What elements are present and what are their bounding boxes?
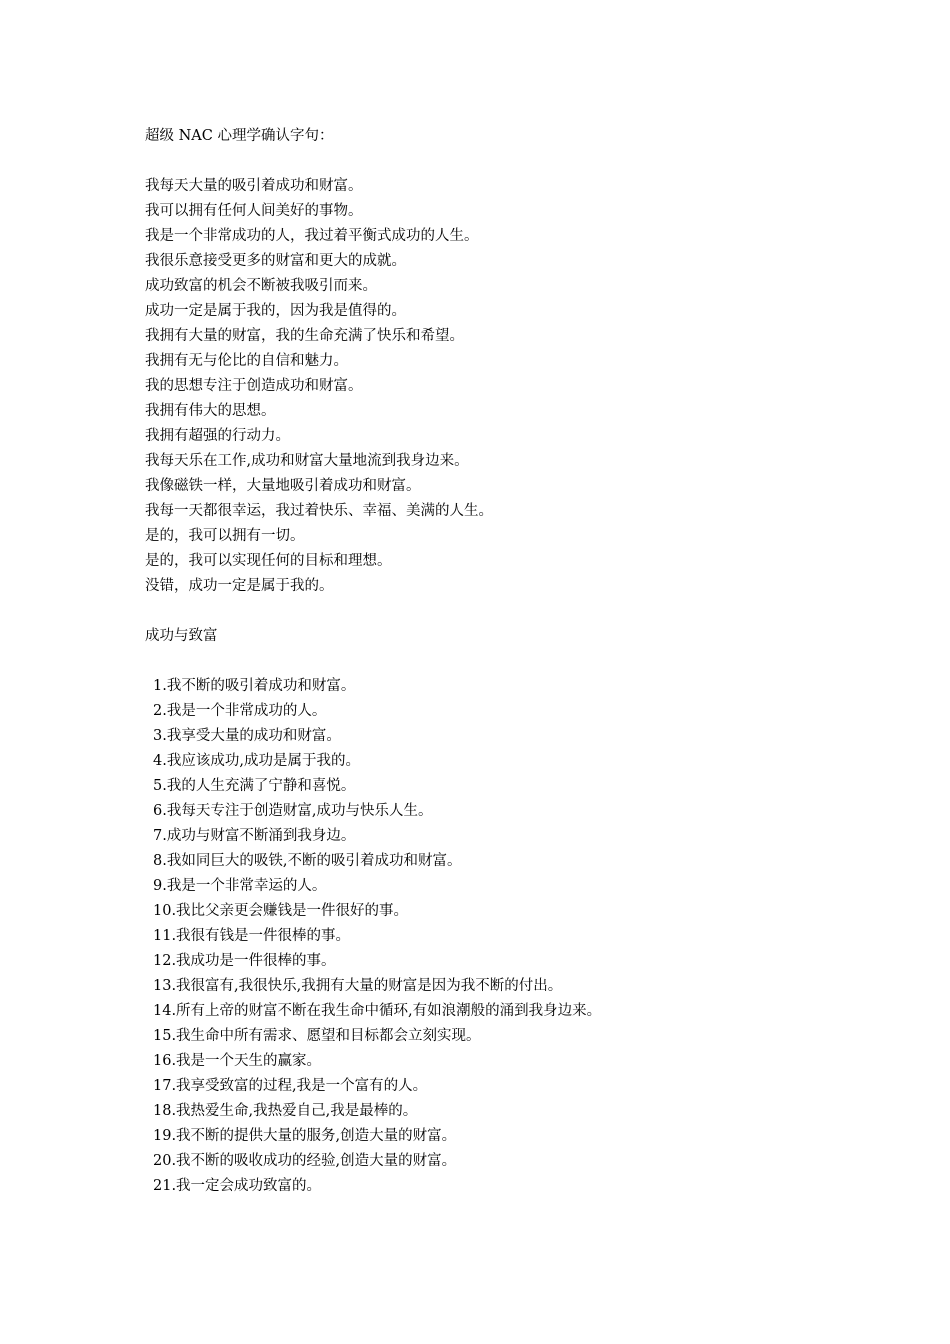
numbered-list-item: 10.我比父亲更会赚钱是一件很好的事。: [153, 903, 409, 919]
numbered-list-item: 15.我生命中所有需求、愿望和目标都会立刻实现。: [153, 1028, 481, 1044]
numbered-list-item: 5.我的人生充满了宁静和喜悦。: [153, 778, 356, 794]
affirmation-line: 我每一天都很幸运，我过着快乐、幸福、美满的人生。: [145, 503, 493, 519]
affirmation-line: 我可以拥有任何人间美好的事物。: [145, 203, 363, 219]
numbered-list-item: 21.我一定会成功致富的。: [153, 1178, 322, 1194]
numbered-list-item: 8.我如同巨大的吸铁,不断的吸引着成功和财富。: [153, 853, 462, 869]
affirmation-line: 是的，我可以实现任何的目标和理想。: [145, 553, 392, 569]
numbered-list-item: 9.我是一个非常幸运的人。: [153, 878, 327, 894]
affirmation-line: 我是一个非常成功的人，我过着平衡式成功的人生。: [145, 228, 479, 244]
numbered-list-item: 3.我享受大量的成功和财富。: [153, 728, 341, 744]
affirmation-line: 我像磁铁一样，大量地吸引着成功和财富。: [145, 478, 421, 494]
numbered-list-item: 6.我每天专注于创造财富,成功与快乐人生。: [153, 803, 433, 819]
affirmation-line: 成功致富的机会不断被我吸引而来。: [145, 278, 377, 294]
numbered-list-item: 11.我很有钱是一件很棒的事。: [153, 928, 351, 944]
numbered-list-item: 4.我应该成功,成功是属于我的。: [153, 753, 360, 769]
affirmation-line: 我拥有大量的财富，我的生命充满了快乐和希望。: [145, 328, 464, 344]
document-title: 超级 NAC 心理学确认字句：: [145, 128, 334, 144]
numbered-list-item: 7.成功与财富不断涌到我身边。: [153, 828, 356, 844]
section-title: 成功与致富: [145, 628, 218, 644]
affirmation-line: 我拥有无与伦比的自信和魅力。: [145, 353, 348, 369]
spacer: [145, 649, 905, 674]
numbered-list-item: 19.我不断的提供大量的服务,创造大量的财富。: [153, 1128, 457, 1144]
spacer: [145, 149, 905, 174]
affirmation-line: 我很乐意接受更多的财富和更大的成就。: [145, 253, 406, 269]
numbered-list: [145, 674, 905, 1199]
numbered-list-item: 18.我热爱生命,我热爱自己,我是最棒的。: [153, 1103, 418, 1119]
affirmation-line: 我拥有超强的行动力。: [145, 428, 290, 444]
numbered-list-item: 17.我享受致富的过程,我是一个富有的人。: [153, 1078, 428, 1094]
affirmation-line: 我每天大量的吸引着成功和财富。: [145, 178, 363, 194]
numbered-list-item: 1.我不断的吸引着成功和财富。: [153, 678, 356, 694]
affirmation-line: 我每天乐在工作,成功和财富大量地流到我身边来。: [145, 453, 469, 469]
affirmation-list: [145, 174, 905, 599]
document-body: [145, 124, 905, 1199]
affirmation-line: 是的，我可以拥有一切。: [145, 528, 305, 544]
numbered-list-item: 16.我是一个天生的赢家。: [153, 1053, 322, 1069]
numbered-list-item: 13.我很富有,我很快乐,我拥有大量的财富是因为我不断的付出。: [153, 978, 563, 994]
numbered-list-item: 2.我是一个非常成功的人。: [153, 703, 327, 719]
affirmation-line: 没错，成功一定是属于我的。: [145, 578, 334, 594]
affirmation-line: 成功一定是属于我的，因为我是值得的。: [145, 303, 406, 319]
numbered-list-item: 14.所有上帝的财富不断在我生命中循环,有如浪潮般的涌到我身边来。: [153, 1003, 602, 1019]
affirmation-line: 我拥有伟大的思想。: [145, 403, 276, 419]
affirmation-line: 我的思想专注于创造成功和财富。: [145, 378, 363, 394]
spacer: [145, 599, 905, 624]
numbered-list-item: 12.我成功是一件很棒的事。: [153, 953, 336, 969]
numbered-list-item: 20.我不断的吸收成功的经验,创造大量的财富。: [153, 1153, 457, 1169]
